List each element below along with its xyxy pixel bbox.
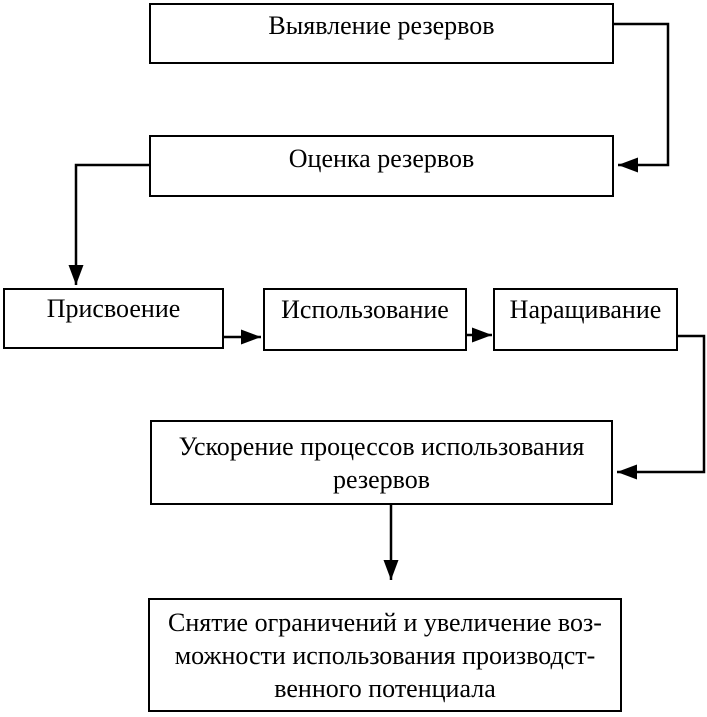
connector-identify-to-assess bbox=[613, 24, 668, 165]
box-assignment-label: Присвоение bbox=[46, 294, 181, 323]
box-remove-restrictions-line-1: Снятие ограничений и увеличение воз- bbox=[168, 607, 602, 637]
box-remove-restrictions-line-2: можности использования производст- bbox=[174, 640, 596, 670]
box-identify-reserves bbox=[149, 3, 614, 64]
box-accelerate-line-2: резервов bbox=[332, 464, 431, 494]
box-accelerate-usage-processes bbox=[150, 420, 613, 505]
box-buildup-label: Наращивание bbox=[509, 295, 662, 324]
box-assess-reserves-label: Оценка резервов bbox=[288, 143, 475, 173]
box-remove-restrictions bbox=[148, 598, 622, 712]
box-buildup bbox=[493, 288, 678, 351]
box-identify-reserves-label: Выявление резервов bbox=[268, 11, 495, 40]
box-usage-label: Использование bbox=[281, 295, 449, 324]
box-remove-restrictions-line-3: венного потенциала bbox=[274, 673, 496, 703]
connector-buildup-to-accelerate bbox=[617, 336, 704, 472]
box-assignment bbox=[3, 288, 224, 349]
box-usage bbox=[263, 288, 467, 351]
connector-assess-to-assign bbox=[76, 165, 149, 285]
box-accelerate-line-1: Ускорение процессов использования bbox=[178, 431, 585, 461]
box-assess-reserves bbox=[149, 135, 614, 197]
